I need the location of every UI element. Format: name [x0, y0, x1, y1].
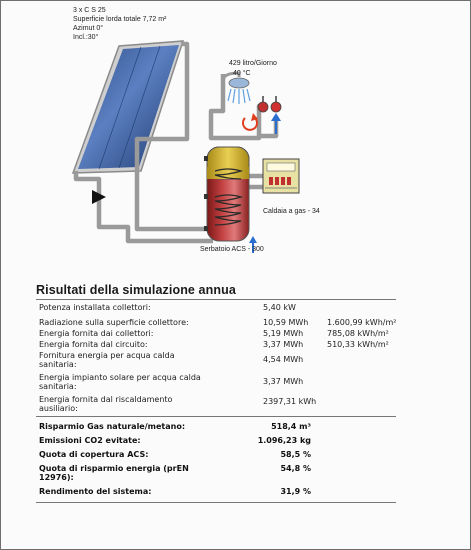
results-title: Risultati della simulazione annua: [36, 283, 236, 297]
shower-flow-label: 429 litro/Giorno: [229, 60, 277, 67]
collector-count-label: 3 x C S 25: [73, 7, 106, 14]
result-extra: 1.600,99 kWh/m²: [327, 318, 397, 327]
result-value: 3,37 MWh: [263, 340, 304, 349]
summary-value: 1.096,23 kg: [257, 436, 311, 445]
result-value: 5,40 kW: [263, 303, 296, 312]
summary-label: Rendimento del sistema:: [39, 487, 152, 496]
result-label: [39, 373, 239, 392]
storage-tank-icon: [204, 147, 249, 241]
result-extra: 510,33 kWh/m²: [327, 340, 389, 349]
result-value: 3,37 MWh: [263, 377, 304, 386]
summary-value: 58,5 %: [280, 450, 311, 459]
schematic-svg: [1, 1, 471, 261]
result-value: 4,54 MWh: [263, 355, 304, 364]
summary-label: [39, 464, 239, 483]
result-label: [39, 395, 239, 414]
summary-label: Quota di copertura ACS:: [39, 450, 149, 459]
collector-tilt-label: Incl.:30°: [73, 34, 99, 41]
result-value: 2397,31 kWh: [263, 397, 317, 406]
result-label: Potenza installata collettori:: [39, 303, 151, 312]
result-label-line2: ausiliario:: [39, 404, 78, 414]
result-label: Energia fornita dal circuito:: [39, 340, 148, 349]
solar-system-diagram: [1, 1, 471, 261]
title-divider: [36, 299, 396, 300]
result-label: [39, 351, 239, 370]
summary-label-line2: 12976):: [39, 473, 74, 483]
summary-value: 54,8 %: [280, 464, 311, 473]
result-label-line2: sanitaria:: [39, 382, 77, 392]
result-value: 5,19 MWh: [263, 329, 304, 338]
result-label-line2: sanitaria:: [39, 360, 77, 370]
summary-divider: [36, 416, 396, 417]
result-value: 10,59 MWh: [263, 318, 309, 327]
cold-water-arrow-icon: [271, 113, 281, 134]
bottom-divider: [36, 502, 396, 503]
gas-boiler-icon: [263, 159, 299, 193]
result-label-line1: Energia fornita dal riscaldamento: [39, 395, 173, 404]
summary-value: 31,9 %: [280, 487, 311, 496]
result-label: Radiazione sulla superficie collettore:: [39, 318, 189, 327]
result-label: Energia fornita dai collettori:: [39, 329, 154, 338]
summary-label: Emissioni CO2 evitate:: [39, 436, 141, 445]
result-label-line1: Energia impianto solare per acqua calda: [39, 373, 201, 382]
collector-surface-label: Superficie lorda totale 7,72 m²: [73, 16, 167, 23]
summary-value: 518,4 m³: [271, 422, 311, 431]
mixing-valve-icon: [258, 96, 281, 112]
recirculation-arrow-icon: [243, 113, 258, 130]
summary-label-line1: Quota di risparmio energia (prEN: [39, 464, 189, 473]
shower-temp-label: 40 °C: [233, 70, 251, 77]
tank-label: Serbatoio ACS - 300: [200, 246, 264, 253]
result-label-line1: Fornitura energia per acqua calda: [39, 351, 175, 360]
boiler-label: Caldaia a gas - 34: [263, 208, 320, 215]
collector-azimuth-label: Azimut 0°: [73, 25, 104, 32]
result-extra: 785,08 kWh/m²: [327, 329, 389, 338]
solar-collector-icon: [73, 41, 183, 173]
summary-label: Risparmio Gas naturale/metano:: [39, 422, 186, 431]
